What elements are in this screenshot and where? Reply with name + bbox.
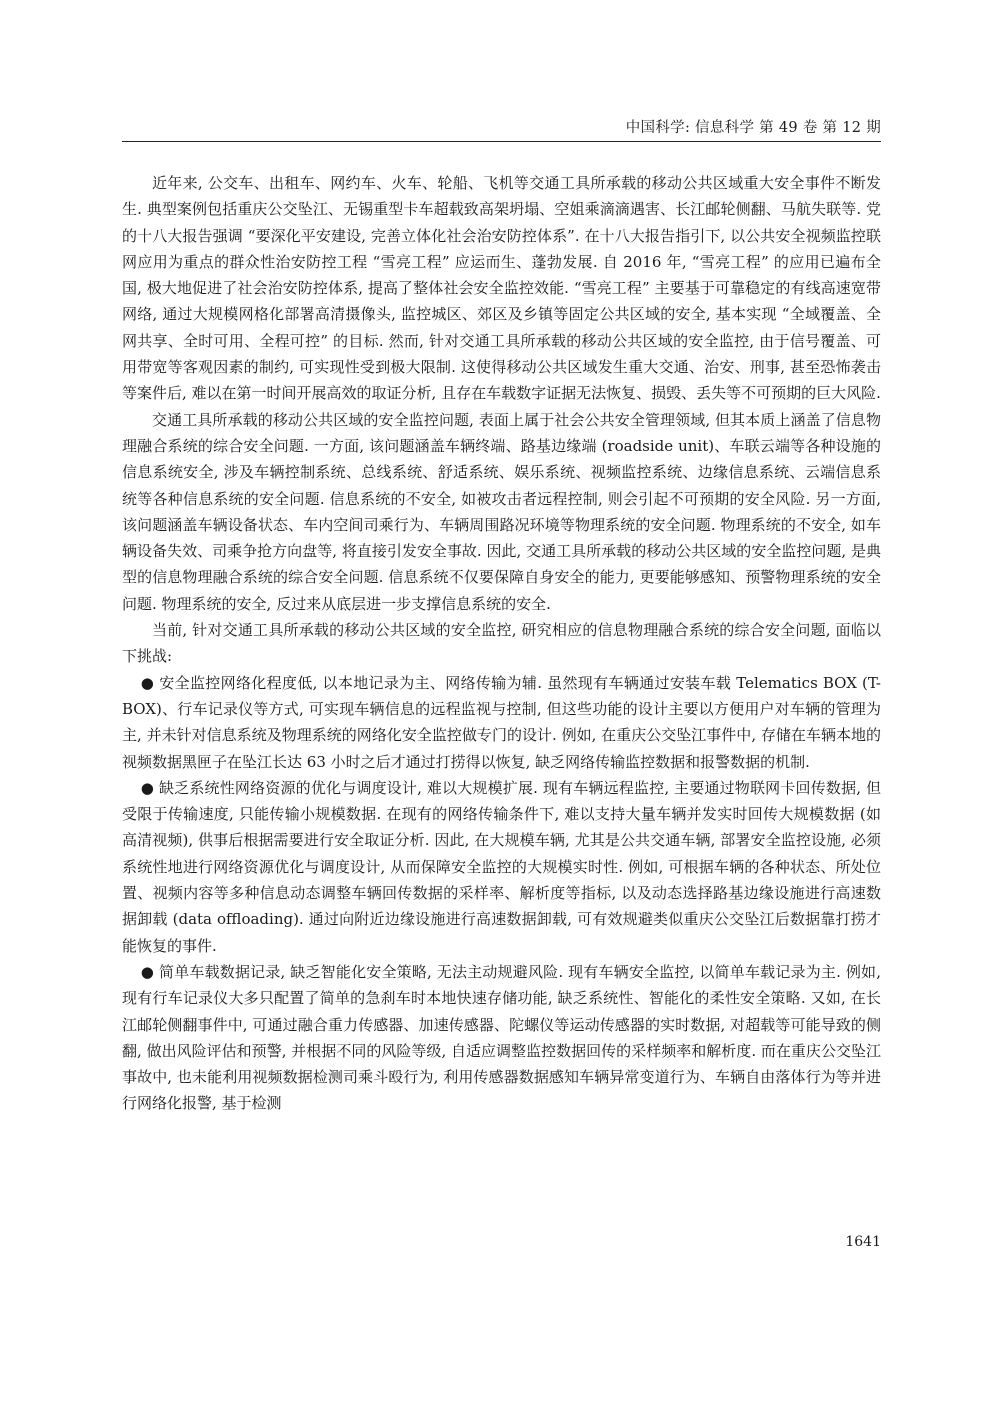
- article-body: [122, 170, 881, 1117]
- running-header: 中国科学: 信息科学 第 49 卷 第 12 期: [625, 120, 881, 136]
- bullet-item: ● 缺乏系统性网络资源的优化与调度设计, 难以大规模扩展. 现有车辆远程监控, 主要通过物联网卡回传数据, 但受限于传输速度, 只能传输小规模数据. 在现有的网络传输条件下, 难以支持大量车辆并发实时回传大规模数据 (如高清视频), 供事后根据需要进行安全取证分析. 因此, 在大规模车辆, 尤其是公共交通车辆, 部署安全监控设施, 必须系统性地进行网络资源优化与调度设计, 从而保障安全监控的大规模实时性. 例如, 可根据车辆的各种状态、所处位置、视频内容等多种信息动态调整车辆回传数据的采样率、解析度等指标, 以及动态选择路基边缘设施进行高速数据卸载 (data offloading). 通过向附近边缘设施进行高速数据卸载, 可有效规避类似重庆公交坠江后数据靠打捞才能恢复的事件.: [122, 778, 881, 955]
- bullet-item: ● 简单车载数据记录, 缺乏智能化安全策略, 无法主动规避风险. 现有车辆安全监控, 以简单车载记录为主. 例如, 现有行车记录仪大多只配置了简单的急刹车时本地快速存储功能, 缺乏系统性、智能化的柔性安全策略. 又如, 在长江邮轮侧翻事件中, 可通过融合重力传感器、加速传感器、陀螺仪等运动传感器的实时数据, 对超载等可能导致的侧翻, 做出风险评估和预警, 并根据不同的风险等级, 自适应调整监控数据回传的采样频率和解析度. 而在重庆公交坠江事故中, 也未能利用视频数据检测司乘斗殴行为, 利用传感器数据感知车辆异常变道行为、车辆自由落体行为等并进行网络化报警, 基于检测: [122, 962, 881, 1113]
- page-number: 1641: [845, 1234, 881, 1250]
- bullet-item: ● 安全监控网络化程度低, 以本地记录为主、网络传输为辅. 虽然现有车辆通过安装车载 Telematics BOX (T-BOX)、行车记录仪等方式, 可实现车辆信息的远程监视与控制, 但这些功能的设计主要以方便用户对车辆的管理为主, 并未针对信息系统及物理系统的网络化安全监控做专门的设计. 例如, 在重庆公交坠江事件中, 存储在车辆本地的视频数据黑匣子在坠江长达 63 小时之后才通过打捞得以恢复, 缺乏网络传输监控数据和报警数据的机制.: [122, 673, 881, 771]
- paragraph: 近年来, 公交车、出租车、网约车、火车、轮船、飞机等交通工具所承载的移动公共区域重大安全事件不断发生. 典型案例包括重庆公交坠江、无锡重型卡车超载致高架坍塌、空姐乘滴滴遇害、长江邮轮侧翻、马航失联等. 党的十八大报告强调 “要深化平安建设, 完善立体化社会治安防控体系”. 在十八大报告指引下, 以公共安全视频监控联网应用为重点的群众性治安防控工程 “雪亮工程” 应运而生、蓬勃发展. 自 2016 年, “雪亮工程” 的应用已遍布全国, 极大地促进了社会治安防控体系, 提高了整体社会安全监控效能. “雪亮工程” 主要基于可靠稳定的有线高速宽带网络, 通过大规模网格化部署高清摄像头, 监控城区、郊区及乡镇等固定公共区域的安全, 基本实现 “全域覆盖、全网共享、全时可用、全程可控” 的目标. 然而, 针对交通工具所承载的移动公共区域的安全监控, 由于信号覆盖、可用带宽等客观因素的制约, 可实现性受到极大限制. 这使得移动公共区域发生重大交通、治安、刑事, 甚至恐怖袭击等案件后, 难以在第一时间开展高效的取证分析, 且存在车载数字证据无法恢复、损毁、丢失等不可预期的巨大风险.: [122, 174, 881, 403]
- header-rule: [122, 141, 881, 142]
- paragraph: 当前, 针对交通工具所承载的移动公共区域的安全监控, 研究相应的信息物理融合系统的综合安全问题, 面临以下挑战:: [122, 621, 881, 666]
- paragraph: 交通工具所承载的移动公共区域的安全监控问题, 表面上属于社会公共安全管理领域, 但其本质上涵盖了信息物理融合系统的综合安全问题. 一方面, 该问题涵盖车辆终端、路基边缘端 (roadside unit)、车联云端等各种设施的信息系统安全, 涉及车辆控制系统、总线系统、舒适系统、娱乐系统、视频监控系统、边缘信息系统、云端信息系统等各种信息系统的安全问题. 信息系统的不安全, 如被攻击者远程控制, 则会引起不可预期的安全风险. 另一方面, 该问题涵盖车辆设备状态、车内空间司乘行为、车辆周围路况环境等物理系统的安全问题. 物理系统的不安全, 如车辆设备失效、司乘争抢方向盘等, 将直接引发安全事故. 因此, 交通工具所承载的移动公共区域的安全监控问题, 是典型的信息物理融合系统的综合安全问题. 信息系统不仅要保障自身安全的能力, 更要能够感知、预警物理系统的安全问题. 物理系统的安全, 反过来从底层进一步支撑信息系统的安全.: [122, 410, 881, 613]
